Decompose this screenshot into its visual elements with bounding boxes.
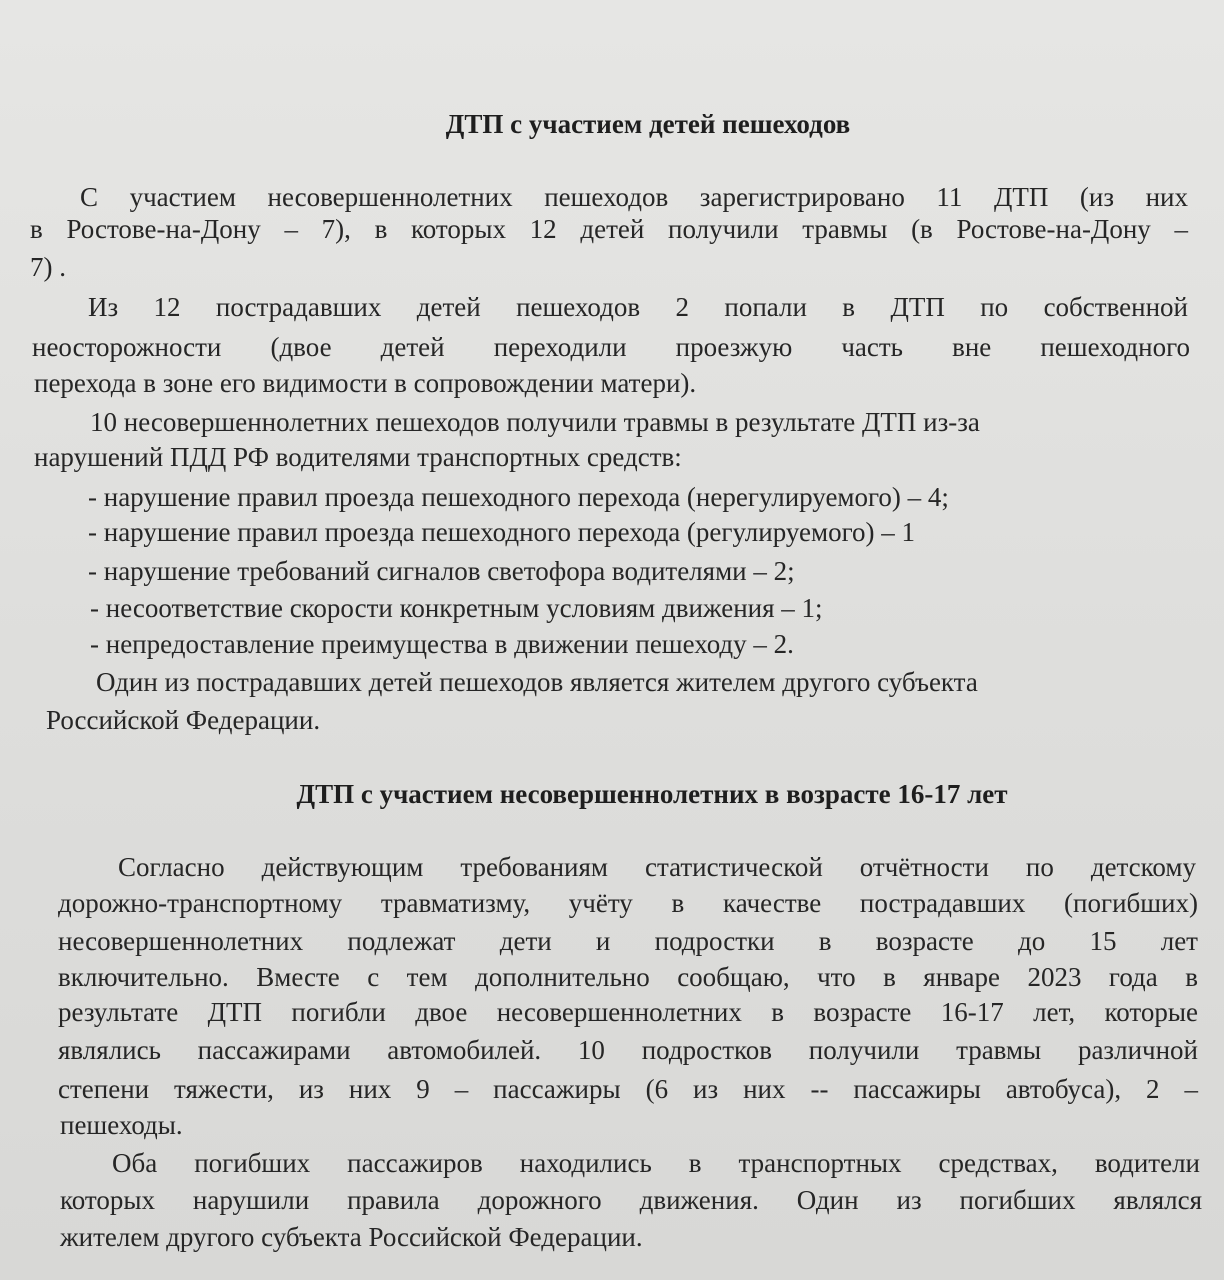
paragraph-line: перехода в зоне его видимости в сопровождении матери). [34,368,697,398]
paragraph-line: 7) . [30,252,66,282]
section-heading-children-pedestrians: ДТП с участием детей пешеходов [445,109,851,139]
paragraph-line: степени тяжести, из них 9 – пассажиры (6 из них -- пассажиры автобуса), 2 – [58,1074,1198,1104]
paragraph-line: пешеходы. [60,1110,183,1140]
paragraph-line: Один из пострадавших детей пешеходов является жителем другого субъекта [96,667,978,697]
paragraph-line: жителем другого субъекта Российской Федерации. [60,1222,643,1252]
paragraph-line: Из 12 пострадавших детей пешеходов 2 попали в ДТП по собственной [88,292,1188,322]
paragraph-line: нарушений ПДД РФ водителями транспортных средств: [34,442,682,472]
paragraph-line: в Ростове-на-Дону – 7), в которых 12 детей получили травмы (в Ростове-на-Дону – [30,214,1188,244]
paragraph-line: неосторожности (двое детей переходили проезжую часть вне пешеходного [32,332,1190,362]
paragraph-line: дорожно-транспортному травматизму, учёту в качестве пострадавших (погибших) [58,888,1198,918]
section-heading-teenagers-16-17: ДТП с участием несовершеннолетних в возрасте 16-17 лет [296,779,1008,809]
list-item: - нарушение требований сигналов светофора водителями – 2; [88,556,795,586]
paragraph-line: которых нарушили правила дорожного движения. Один из погибших являлся [60,1185,1202,1215]
paragraph-line: включительно. Вместе с тем дополнительно сообщаю, что в январе 2023 года в [58,962,1198,992]
list-item: - нарушение правил проезда пешеходного перехода (нерегулируемого) – 4; [88,482,949,512]
list-item: - непредоставление преимущества в движении пешеходу – 2. [90,629,794,659]
paragraph-line: несовершеннолетних подлежат дети и подростки в возрасте до 15 лет [58,926,1198,956]
paragraph-line: Российской Федерации. [46,705,321,735]
paragraph-line: Согласно действующим требованиям статистической отчётности по детскому [118,852,1196,882]
paragraph-line: являлись пассажирами автомобилей. 10 подростков получили травмы различной [58,1035,1198,1065]
paragraph-line: Оба погибших пассажиров находились в транспортных средствах, водители [112,1148,1200,1178]
paragraph-line: С участием несовершеннолетних пешеходов зарегистрировано 11 ДТП (из них [80,182,1188,212]
list-item: - нарушение правил проезда пешеходного перехода (регулируемого) – 1 [88,517,915,547]
paragraph-line: результате ДТП погибли двое несовершеннолетних в возрасте 16-17 лет, которые [58,997,1198,1027]
paragraph-line: 10 несовершеннолетних пешеходов получили травмы в результате ДТП из-за [90,407,980,437]
list-item: - несоответствие скорости конкретным условиям движения – 1; [90,593,823,623]
